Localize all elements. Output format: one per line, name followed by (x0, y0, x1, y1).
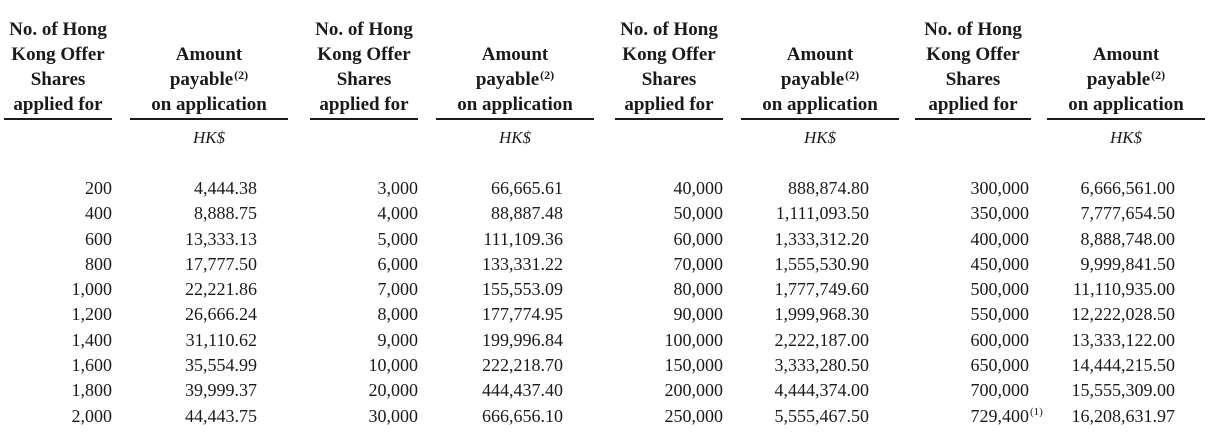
shares-cell: 40,000 (673, 178, 723, 198)
amount-cell: 22,221.86 (185, 279, 257, 300)
amount-cell: 199,996.84 (482, 329, 563, 350)
shares-cell: 600,000 (970, 329, 1029, 350)
amount-cell: 39,999.37 (185, 380, 257, 401)
amount-cell: 133,331.22 (482, 253, 563, 274)
header-line: Kong Offer (11, 44, 105, 65)
shares-cell: 500,000 (970, 279, 1029, 300)
shares-cell: 7,000 (377, 279, 418, 300)
shares-cell: 70,000 (673, 253, 723, 274)
shares-cell: 400 (85, 203, 112, 224)
amount-cell: 1,111,093.50 (775, 203, 869, 224)
footnote-marker: (2) (540, 68, 555, 82)
header-line: on application (457, 94, 573, 115)
header-line: payable$^{(2)}$ (169, 68, 249, 90)
shares-cell: 20,000 (368, 380, 418, 401)
shares-cell: 800 (85, 253, 112, 274)
footnote-marker: (2) (845, 68, 860, 82)
shares-cell: 450,000 (970, 253, 1029, 274)
amount-cell: 1,999,968.30 (774, 304, 869, 325)
amount-cell: 15,555,309.00 (1071, 380, 1175, 401)
header-line: Shares (641, 69, 697, 90)
shares-column-header (310, 20, 418, 120)
amount-cell: 444,437.40 (482, 380, 563, 401)
amount-cell: 222,218.70 (482, 355, 563, 376)
amount-cell: 1,777,749.60 (774, 279, 869, 300)
shares-cell: 30,000 (368, 405, 418, 426)
footnote-marker: (2) (234, 68, 249, 82)
amount-cell: 3,333,280.50 (774, 355, 869, 376)
header-line: Kong Offer (317, 44, 411, 65)
amount-cell: 111,109.36 (483, 228, 563, 249)
currency-unit-label: HK$ (803, 128, 837, 147)
shares-column (919, 176, 1043, 429)
header-line: No. of Hong (924, 19, 1022, 40)
header-line: Amount (481, 44, 549, 65)
amount-cell: 14,444,215.50 (1071, 355, 1175, 376)
header-line: Amount (175, 44, 243, 65)
shares-cell: 550,000 (970, 304, 1029, 325)
currency-unit-label: HK$ (192, 128, 226, 147)
shares-cell: 1,200 (71, 304, 112, 325)
shares-cell: 2,000 (71, 405, 112, 426)
amount-column (117, 176, 257, 429)
amount-cell: 888,874.80 (788, 178, 869, 198)
header-line: No. of Hong (9, 19, 107, 40)
amount-cell: 155,553.09 (482, 279, 563, 300)
header-line: payable$^{(2)}$ (475, 68, 555, 90)
shares-cell: 80,000 (673, 279, 723, 300)
amount-cell: 13,333,122.00 (1071, 329, 1175, 350)
amount-cell: 35,554.99 (185, 355, 257, 376)
shares-cell: 4,000 (377, 203, 418, 224)
header-line: Kong Offer (622, 44, 716, 65)
shares-cell: 50,000 (673, 203, 723, 224)
amount-column-header (130, 20, 288, 120)
footnote-marker: (2) (1151, 68, 1166, 82)
header-line: Shares (30, 69, 86, 90)
shares-cell: 400,000 (970, 228, 1029, 249)
amount-cell: 12,222,028.50 (1071, 304, 1175, 325)
header-line: Shares (945, 69, 1001, 90)
amount-cell: 26,666.24 (185, 304, 257, 325)
shares-cell: 729,400 (1) (970, 405, 1043, 426)
amount-column (423, 176, 563, 429)
amount-cell: 5,555,467.50 (774, 405, 869, 426)
currency-unit-label: HK$ (498, 128, 532, 147)
amount-cell: 1,333,312.20 (774, 228, 869, 249)
shares-cell: 650,000 (970, 355, 1029, 376)
shares-cell: 200 (85, 178, 112, 198)
shares-cell: 350,000 (970, 203, 1029, 224)
header-line: Amount (1092, 44, 1160, 65)
amount-column-header (436, 20, 594, 120)
shares-cell: 1,600 (71, 355, 112, 376)
shares-cell: 10,000 (368, 355, 418, 376)
shares-cell: 150,000 (664, 355, 723, 376)
shares-cell: 300,000 (970, 178, 1029, 198)
header-line: payable$^{(2)}$ (780, 68, 860, 90)
amount-cell: 8,888,748.00 (1080, 228, 1175, 249)
shares-cell: 60,000 (673, 228, 723, 249)
shares-cell: 1,000 (71, 279, 112, 300)
amount-cell: 44,443.75 (185, 405, 257, 426)
shares-column-header (915, 20, 1031, 120)
currency-unit-label: HK$ (1109, 128, 1143, 147)
amount-cell: 13,333.13 (185, 228, 257, 249)
shares-cell: 90,000 (673, 304, 723, 325)
amount-cell: 4,444.38 (194, 178, 257, 198)
amount-cell: 7,777,654.50 (1080, 203, 1175, 224)
amount-column (729, 176, 869, 429)
shares-column (613, 176, 723, 429)
amount-column (1035, 176, 1175, 429)
shares-column-header (4, 20, 112, 120)
amount-cell: 4,444,374.00 (774, 380, 869, 401)
shares-cell: 200,000 (664, 380, 723, 401)
amount-cell: 177,774.95 (482, 304, 563, 325)
amount-cell: 2,222,187.00 (774, 329, 869, 350)
header-line: applied for (624, 94, 714, 115)
shares-cell: 9,000 (377, 329, 418, 350)
shares-cell: 6,000 (377, 253, 418, 274)
shares-cell: 3,000 (377, 178, 418, 198)
amount-cell: 88,887.48 (491, 203, 563, 224)
amount-cell: 16,208,631.97 (1071, 405, 1175, 426)
header-line: on application (151, 94, 267, 115)
shares-cell: 8,000 (377, 304, 418, 325)
shares-column (2, 176, 112, 429)
header-line: applied for (319, 94, 409, 115)
shares-cell: 700,000 (970, 380, 1029, 401)
amount-cell: 8,888.75 (194, 203, 257, 224)
shares-cell: 1,400 (71, 329, 112, 350)
amount-cell: 66,665.61 (491, 178, 563, 198)
shares-cell: 100,000 (664, 329, 723, 350)
header-line: Amount (786, 44, 854, 65)
shares-cell: 5,000 (377, 228, 418, 249)
shares-column-header (615, 20, 723, 120)
header-line: on application (1068, 94, 1184, 115)
amount-cell: 9,999,841.50 (1080, 253, 1175, 274)
shares-cell: 250,000 (664, 405, 723, 426)
header-line: applied for (928, 94, 1018, 115)
shares-cell: 1,800 (71, 380, 112, 401)
header-line: No. of Hong (620, 19, 718, 40)
header-line: on application (762, 94, 878, 115)
shares-cell: 600 (85, 228, 112, 249)
footnote-marker: (1) (1030, 405, 1043, 418)
amount-cell: 17,777.50 (185, 253, 257, 274)
header-line: Shares (336, 69, 392, 90)
header-line: applied for (13, 94, 103, 115)
amount-cell: 6,666,561.00 (1080, 178, 1175, 198)
amount-column-header (1047, 20, 1205, 120)
amount-cell: 1,555,530.90 (774, 253, 869, 274)
amount-cell: 11,110,935.00 (1072, 279, 1175, 300)
header-line: payable$^{(2)}$ (1086, 68, 1166, 90)
amount-column-header (741, 20, 899, 120)
header-line: No. of Hong (315, 19, 413, 40)
header-line: Kong Offer (926, 44, 1020, 65)
shares-column (308, 176, 418, 429)
amount-cell: 666,656.10 (482, 405, 563, 426)
amount-cell: 31,110.62 (185, 329, 257, 350)
